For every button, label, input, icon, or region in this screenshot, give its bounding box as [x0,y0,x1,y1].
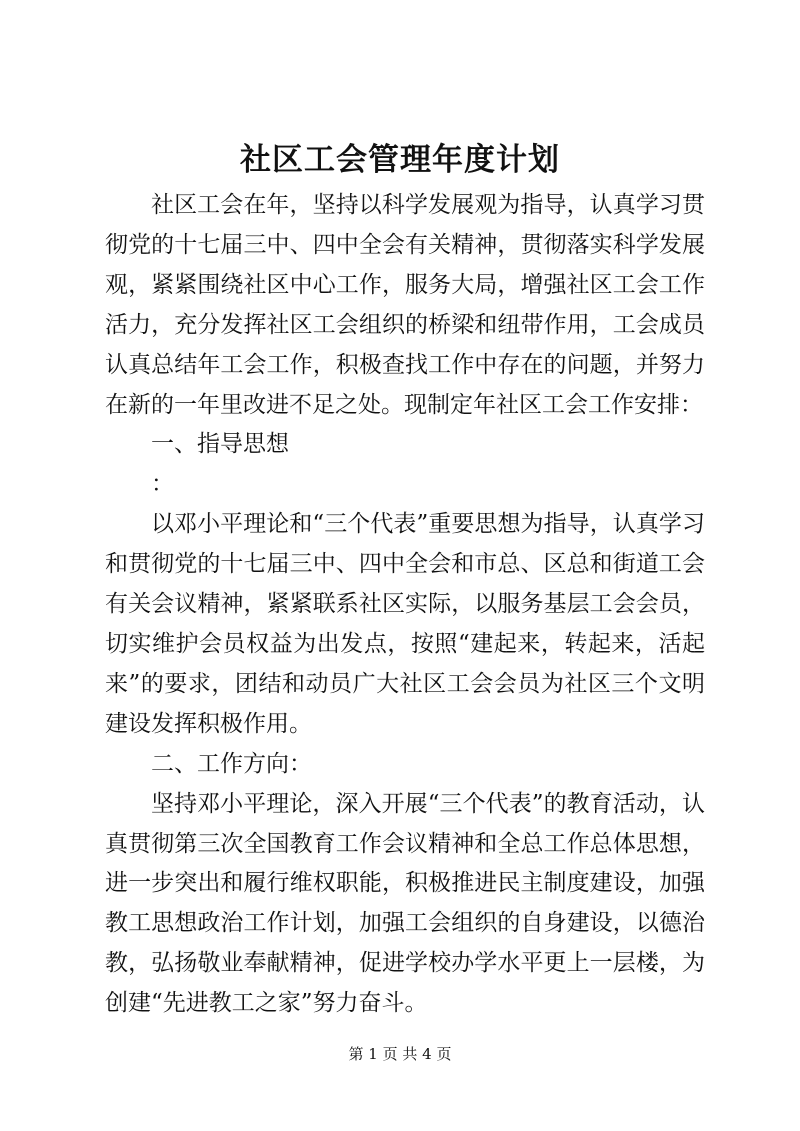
section-heading-guiding-thought: 一、指导思想 [151,431,289,458]
page-number-footer: 第 1 页 共 4 页 [348,1045,452,1063]
intro-paragraph: 社区工会在年，坚持以科学发展观为指导，认真学习贯彻党的十七届三中、四中全会有关精神，贯彻落实科学发展观，紧紧围绕社区中心工作，服务大局，增强社区工会工作活力，充分发挥社区工会组织的桥梁和纽带作用，工会成员认真总结年工会工作，积极查找工作中存在的问题，并努力在新的一年里改进不足之处。现制定年社区工会工作安排： [105,192,705,418]
document-title: 社区工会管理年度计划 [240,142,560,178]
guiding-thought-paragraph: 以邓小平理论和“三个代表”重要思想为指导，认真学习和贯彻党的十七届三中、四中全会和市总、区总和街道工会有关会议精神，紧紧联系社区实际，以服务基层工会会员，切实维护会员权益为出发点，按照“建起来，转起来，活起来”的要求，团结和动员广大社区工会会员为社区三个文明建设发挥积极作用。 [105,511,705,737]
document-body [105,186,705,1024]
section-heading-work-direction: 二、工作方向： [151,750,312,777]
section-colon: ： [151,471,174,498]
work-direction-paragraph: 坚持邓小平理论，深入开展“三个代表”的教育活动，认真贯彻第三次全国教育工作会议精神和全总工作总体思想，进一步突出和履行维权职能，积极推进民主制度建设，加强教工思想政治工作计划，加强工会组织的自身建设，以德治教，弘扬敬业奉献精神，促进学校办学水平更上一层楼，为创建“先进教工之家”努力奋斗。 [105,790,705,1017]
